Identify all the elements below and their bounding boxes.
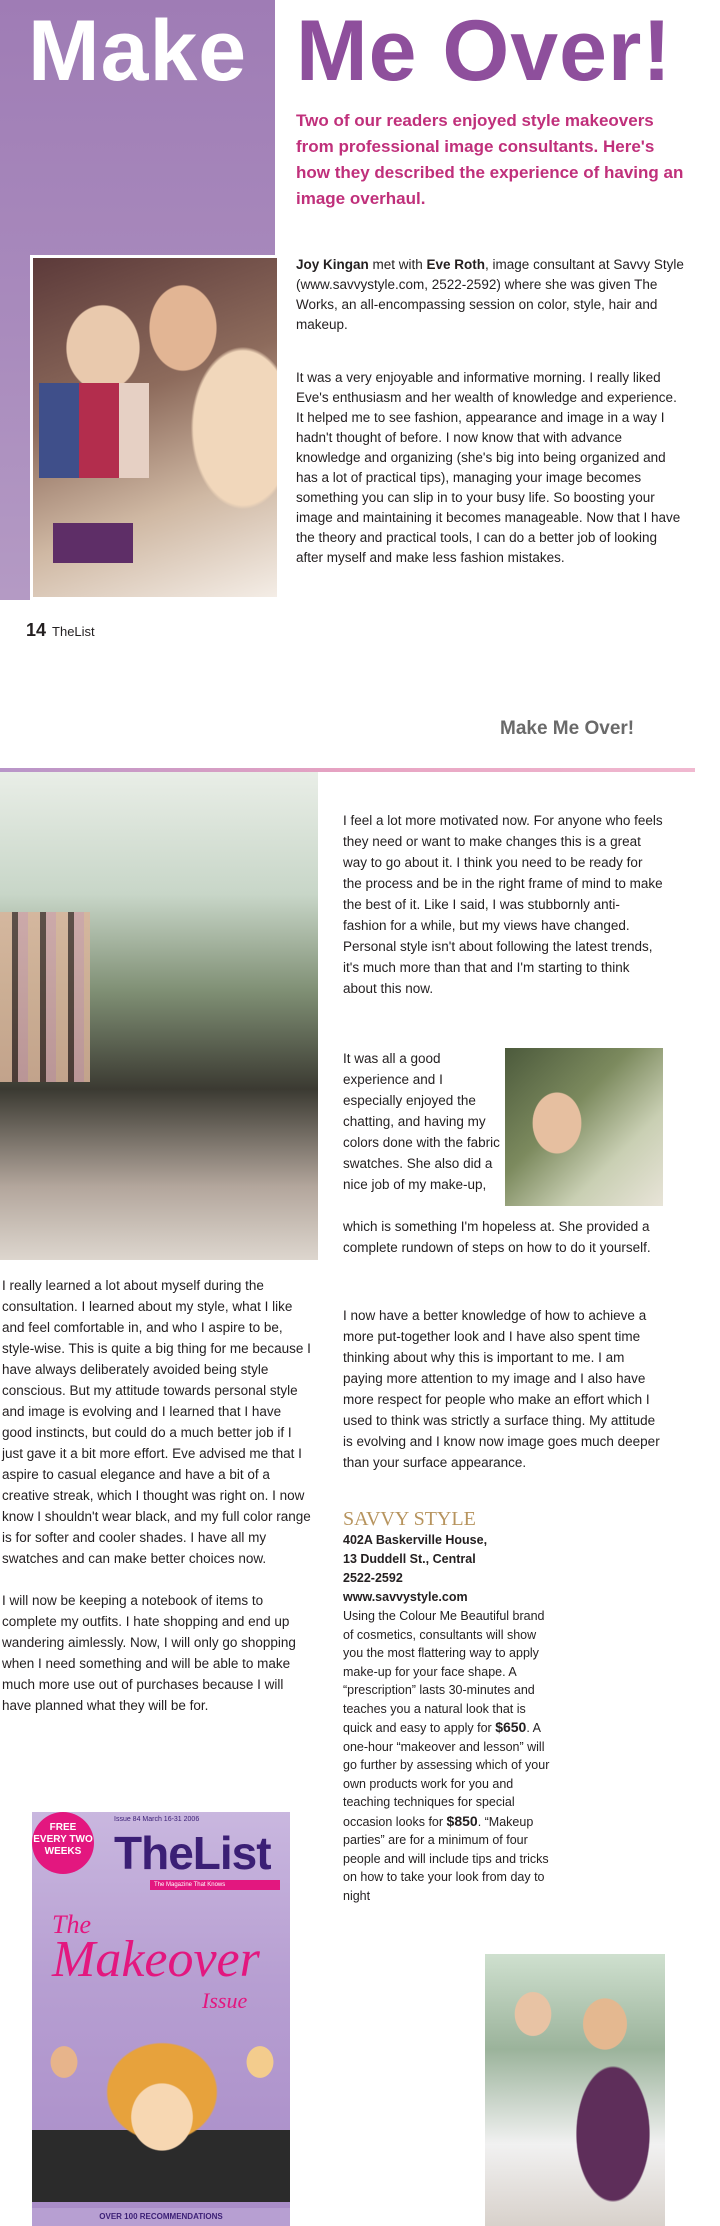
cover-makeover: Makeover [52,1931,260,1988]
headline-make: Make [28,3,248,99]
page-folio [26,620,95,641]
cover-footer: OVER 100 RECOMMENDATIONS [32,2208,290,2226]
right-paragraph-3: I now have a better knowledge of how to achieve a more put-together look and I have also spent time thinking about why this is important to me. I am paying more attention to my image and I also have more respect for people who make an effort which I used to think was strictly a surface thing. My attitude is evolving and I know now image goes much deeper than your surface appearance. [343,1308,660,1470]
savvy-phone: 2522-2592 [343,1571,403,1585]
intro-paragraph [296,255,686,335]
right-column-bottom [343,1305,663,1494]
savvy-style-address [343,1531,563,1607]
savvy-price-1: $650 [495,1719,527,1735]
cover-issue-word: Issue [202,1988,248,2013]
folio-magazine-name: TheList [52,624,95,639]
savvy-style-title: SAVVY STYLE [343,1508,476,1530]
right-paragraph-1: I feel a lot more motivated now. For anyone who feels they need or want to make changes this is a great way to go about it. I think you need to be ready for the process and be in the right frame of mind to make the best of it. Like I said, I was stubbornly anti-fashion for a while, but my views have changed. Personal style isn't about following the latest trends, it's much more than that and I'm starting to think about this now. [343,813,663,996]
cover-the: The [52,1910,91,1939]
savvy-price-2: $850 [446,1812,478,1829]
headline-me-over: Me Over! [296,3,673,99]
savvy-address-line2: 13 Duddell St., Central [343,1552,476,1566]
page1-body [296,368,686,589]
intro-mid: met with [368,257,427,272]
running-head: Make Me Over! [500,718,635,739]
swatch-pink [119,383,149,478]
savvy-style-description [343,1607,558,1905]
savvy-website: www.savvystyle.com [343,1590,468,1604]
intro-rest: , image consultant at Savvy Style (www.savvystyle.com, 2522-2592) where she was given The Works, an all-encompassing session on color, style, hair and makeup. [296,257,684,332]
photo-makeup-session [485,1954,665,2226]
left-column [2,1275,312,1737]
savvy-body-a: Using the Colour Me Beautiful brand of cosmetics, consultants will show you the most flattering way to apply make-up for your face shape. A “prescription” lasts 30-minutes and teaches you a natural look that is quick and easy to apply for [343,1609,545,1735]
page1-body-paragraph: It was a very enjoyable and informative morning. I really liked Eve's enthusiasm and her wealth of knowledge and experience. It helped me to see fashion, appearance and image in a way I hadn't thought of before. I now know that with advance knowledge and organizing (she's big into being organized and has a lot of practical tips), managing your image becomes something you can slip in to your busy life. So boosting your image and maintaining it becomes manageable. Now that I have the theory and practical tools, I can do a better job of looking after myself and make less fashion mistakes. [296,370,681,565]
intro-reader-name: Joy Kingan [296,257,369,272]
savvy-address-line1: 402A Baskerville House, [343,1533,488,1547]
left-paragraph-1: I really learned a lot about myself during the consultation. I learned about my style, what I like and feel comfortable in, and who I aspire to be, style-wise. This is quite a big thing for me because I have always deliberately avoided being style conscious. But my attitude towards personal style and image is evolving and I learned that I have good instincts, but could do a much better job if I just gave it a bit more effort. Eve advised me that I aspire to casual elegance and have a bit of a creative streak, which I thought was right on. I now know I shouldn't wear black, and my full color range is for softer and cooler shades. I have all my swatches and can make better choices now. [2,1278,311,1566]
article-deck: Two of our readers enjoyed style makeovers from professional image consultants. Here's how they described the experience of having an image overhaul. [296,111,684,208]
photo-consultant-at-mirror [0,772,318,1260]
page-number: 14 [26,620,47,640]
cover-tagline: The Magazine That Knows [150,1880,280,1890]
magazine-cover [32,1812,290,2226]
savvy-body-b: . A one-hour “makeover and lesson” will go further by assessing which of your own products work for you and teaching techniques for special occasion looks for [343,1721,550,1829]
right-column-top [343,810,663,1020]
cover-masthead: TheList [114,1827,271,1879]
cover-illustration [32,2022,290,2202]
right-paragraph-2-wrap: It was all a good experience and I especially enjoyed the chatting, and having my colors done with the fabric swatches. She also did a nice job of my make-up, [343,1051,500,1192]
left-paragraph-2: I will now be keeping a notebook of items to complete my outfits. I hate shopping and end up wandering aimlessly. Now, I will only go shopping when I need something and will be able to make much more use out of purchases because I will have planned what they will be for. [2,1593,296,1713]
swatch-blue [39,383,79,478]
photo-makeup-application [505,1048,663,1206]
photo-color-swatches-consultation [30,255,280,600]
right-paragraph-2-cont: which is something I'm hopeless at. She provided a complete rundown of steps on how to do it yourself. [343,1219,651,1255]
savvy-body-c: . “Makeup parties” are for a minimum of four people and will include tips and tricks on how to take your look from day to night [343,1814,549,1903]
cover-issue-line: Issue 84 March 16-31 2006 [114,1816,200,1823]
swatch-purple-bag [53,523,133,563]
intro-consultant-name: Eve Roth [426,257,486,272]
swatch-red [79,383,119,478]
cover-free-badge: FREE EVERY TWO WEEKS [32,1812,94,1874]
